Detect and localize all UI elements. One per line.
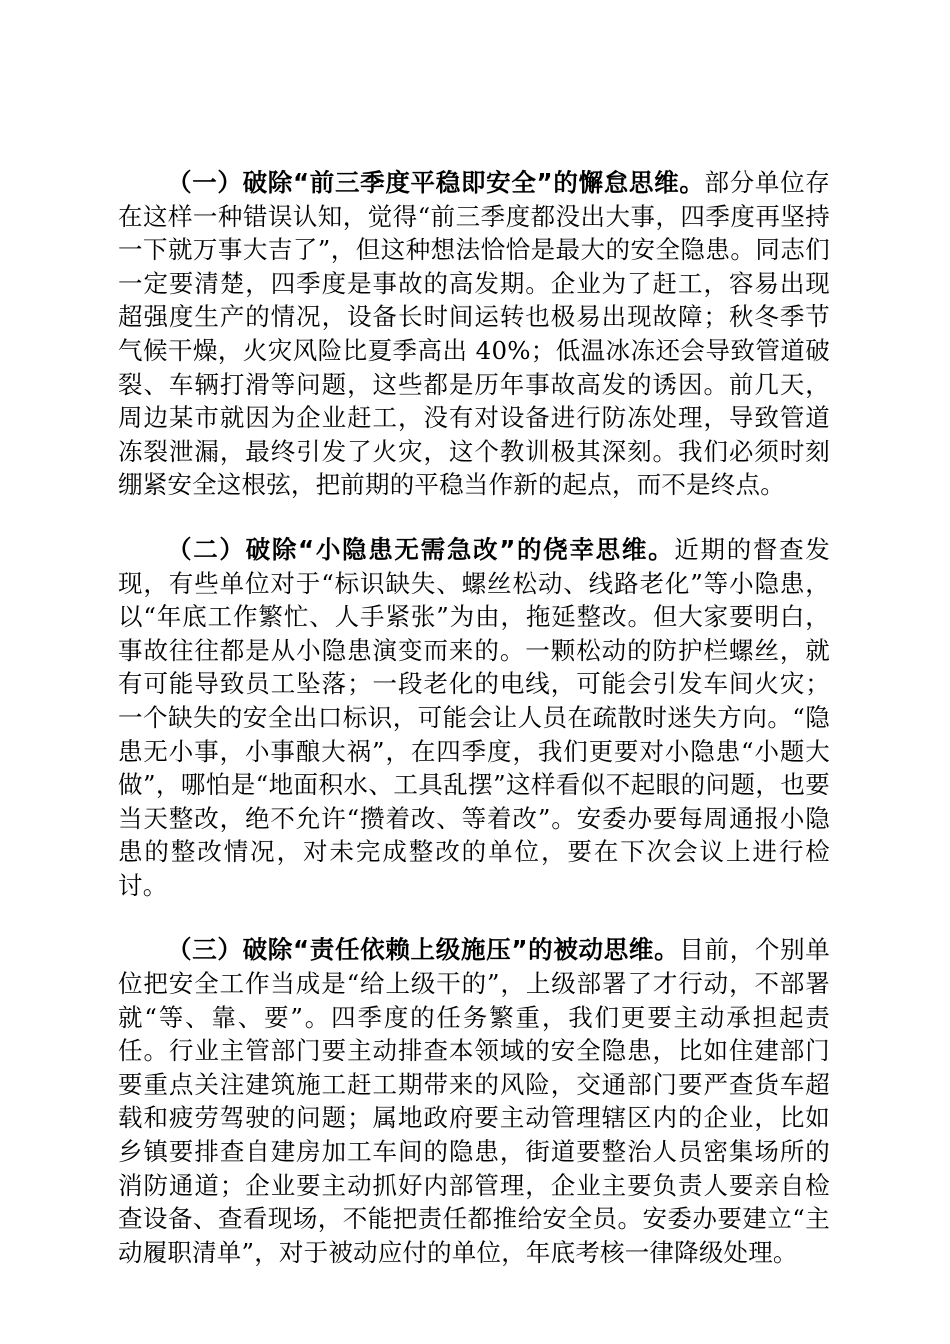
paragraph-1-text: 部分单位存在这样一种错误认知，觉得“前三季度都没出大事，四季度再坚持一下就万事大吉了”，但这种想法恰恰是最大的安全隐患。同志们一定要清楚，四季度是事故的高发期。企业为了赶工，容易出现超强度生产的情况，设备长时间运转也极易出现故障；秋冬季节气候干燥，火灾风险比夏季高出 40%；低温冰冻还会导致管道破裂、车辆打滑等问题，这些都是历年事故高发的诱因。前几天，周边某市就因为企业赶工，没有对设备进行防冻处理，导致管道冻裂泄漏，最终引发了火灾，这个教训极其深刻。我们必须时刻绷紧安全这根弦，把前期的平稳当作新的起点，而不是终点。: [118, 168, 830, 500]
paragraph-3-heading: （三）破除“责任依赖上级施压”的被动思维。: [167, 935, 680, 965]
paragraph-1: [118, 166, 830, 502]
paragraph-1-heading: （一）破除“前三季度平稳即安全”的懈怠思维。: [167, 168, 705, 197]
paragraph-2: [118, 533, 830, 903]
paragraph-2-text: 近期的督查发现，有些单位对于“标识缺失、螺丝松动、线路老化”等小隐患，以“年底工作繁忙、人手紧张”为由，拖延整改。但大家要明白，事故往往都是从小隐患演变而来的。一颗松动的防护栏螺丝，就有可能导致员工坠落；一段老化的电线，可能会引发车间火灾；一个缺失的安全出口标识，可能会让人员在疏散时迷失方向。“隐患无小事，小事酿大祸”，在四季度，我们更要对小隐患“小题大做”，哪怕是“地面积水、工具乱摆”这样看似不起眼的问题，也要当天整改，绝不允许“攒着改、等着改”。安委办要每周通报小隐患的整改情况，对未完成整改的单位，要在下次会议上进行检讨。: [118, 534, 830, 900]
paragraph-2-heading: （二）破除“小隐患无需急改”的侥幸思维。: [167, 534, 675, 564]
paragraph-3-text: 目前，个别单位把安全工作当成是“给上级干的”，上级部署了才行动，不部署就“等、靠、要”。四季度的任务繁重，我们更要主动承担起责任。行业主管部门要主动排查本领域的安全隐患，比如住建部门要重点关注建筑施工赶工期带来的风险，交通部门要严查货车超载和疲劳驾驶的问题；属地政府要主动管理辖区内的企业，比如乡镇要排查自建房加工车间的隐患，街道要整治人员密集场所的消防通道；企业要主动抓好内部管理，企业主要负责人要亲自检查设备、查看现场，不能把责任都推给安全员。安委办要建立“主动履职清单”，对于被动应付的单位，年底考核一律降级处理。: [118, 935, 831, 1267]
document-body: [118, 166, 830, 1300]
paragraph-3: [118, 933, 830, 1269]
